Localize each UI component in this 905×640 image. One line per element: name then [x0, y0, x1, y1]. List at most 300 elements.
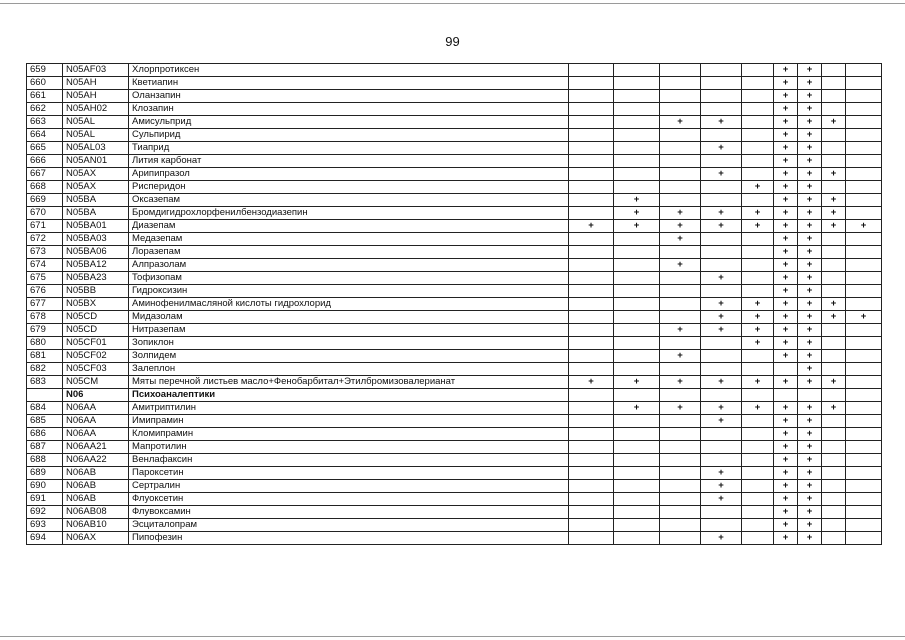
mark-cell: + — [798, 363, 822, 376]
row-number-cell: 673 — [27, 246, 63, 259]
mark-cell — [614, 181, 660, 194]
drug-name-cell: Пароксетин — [129, 467, 569, 480]
table-row — [27, 376, 882, 389]
mark-cell: + — [774, 194, 798, 207]
mark-cell — [742, 519, 774, 532]
mark-cell: + — [798, 493, 822, 506]
mark-cell — [822, 259, 846, 272]
mark-cell: + — [701, 142, 742, 155]
mark-cell — [701, 428, 742, 441]
mark-cell — [742, 142, 774, 155]
row-number-cell: 676 — [27, 285, 63, 298]
atc-code-cell: N05BA — [63, 194, 129, 207]
mark-cell — [701, 285, 742, 298]
mark-cell: + — [701, 532, 742, 545]
mark-cell: + — [798, 116, 822, 129]
mark-cell: + — [798, 129, 822, 142]
mark-cell — [614, 506, 660, 519]
mark-cell: + — [701, 493, 742, 506]
mark-cell — [846, 532, 882, 545]
mark-cell: + — [822, 298, 846, 311]
row-number-cell: 664 — [27, 129, 63, 142]
mark-cell — [846, 168, 882, 181]
mark-cell — [569, 90, 614, 103]
table-row — [27, 363, 882, 376]
atc-code-cell: N05CD — [63, 324, 129, 337]
mark-cell: + — [822, 194, 846, 207]
row-number-cell: 687 — [27, 441, 63, 454]
mark-cell: + — [774, 90, 798, 103]
mark-cell: + — [774, 415, 798, 428]
mark-cell: + — [798, 103, 822, 116]
mark-cell — [569, 285, 614, 298]
mark-cell — [822, 181, 846, 194]
row-number-cell: 660 — [27, 77, 63, 90]
mark-cell — [822, 233, 846, 246]
mark-cell — [569, 272, 614, 285]
row-number-cell: 675 — [27, 272, 63, 285]
mark-cell — [822, 77, 846, 90]
mark-cell — [614, 116, 660, 129]
row-number-cell: 666 — [27, 155, 63, 168]
mark-cell: + — [798, 220, 822, 233]
mark-cell — [569, 389, 614, 402]
mark-cell — [742, 77, 774, 90]
mark-cell — [701, 363, 742, 376]
mark-cell — [846, 194, 882, 207]
mark-cell — [569, 129, 614, 142]
mark-cell — [846, 415, 882, 428]
mark-cell — [614, 142, 660, 155]
mark-cell — [742, 90, 774, 103]
row-number-cell: 691 — [27, 493, 63, 506]
atc-code-cell: N06 — [63, 389, 129, 402]
table-row — [27, 402, 882, 415]
mark-cell — [822, 363, 846, 376]
mark-cell — [660, 103, 701, 116]
atc-code-cell: N05AF03 — [63, 64, 129, 77]
mark-cell — [569, 480, 614, 493]
row-number-cell: 659 — [27, 64, 63, 77]
mark-cell: + — [774, 77, 798, 90]
mark-cell: + — [742, 402, 774, 415]
mark-cell — [742, 467, 774, 480]
mark-cell — [742, 272, 774, 285]
mark-cell — [660, 181, 701, 194]
atc-code-cell: N05BA06 — [63, 246, 129, 259]
mark-cell: + — [701, 376, 742, 389]
scan-edge-bottom — [0, 636, 905, 637]
mark-cell: + — [774, 103, 798, 116]
mark-cell — [846, 324, 882, 337]
mark-cell: + — [774, 454, 798, 467]
table-body — [27, 64, 882, 545]
mark-cell — [846, 181, 882, 194]
mark-cell: + — [798, 376, 822, 389]
row-number-cell: 665 — [27, 142, 63, 155]
row-number-cell: 668 — [27, 181, 63, 194]
mark-cell — [742, 454, 774, 467]
mark-cell: + — [774, 350, 798, 363]
mark-cell — [822, 337, 846, 350]
mark-cell: + — [798, 142, 822, 155]
mark-cell: + — [660, 207, 701, 220]
mark-cell — [742, 129, 774, 142]
mark-cell — [569, 467, 614, 480]
table-row — [27, 272, 882, 285]
atc-code-cell: N06AB08 — [63, 506, 129, 519]
mark-cell — [742, 233, 774, 246]
drug-name-cell: Мидазолам — [129, 311, 569, 324]
mark-cell — [614, 350, 660, 363]
mark-cell: + — [798, 324, 822, 337]
mark-cell — [742, 415, 774, 428]
table-row — [27, 415, 882, 428]
mark-cell — [614, 77, 660, 90]
mark-cell: + — [742, 298, 774, 311]
table-row — [27, 233, 882, 246]
mark-cell: + — [798, 194, 822, 207]
page-number: 99 — [445, 34, 460, 49]
mark-cell: + — [774, 168, 798, 181]
mark-cell — [660, 532, 701, 545]
mark-cell: + — [798, 155, 822, 168]
mark-cell — [569, 246, 614, 259]
mark-cell — [846, 64, 882, 77]
drug-name-cell: Венлафаксин — [129, 454, 569, 467]
mark-cell — [701, 246, 742, 259]
mark-cell — [701, 519, 742, 532]
mark-cell — [614, 103, 660, 116]
mark-cell — [822, 90, 846, 103]
mark-cell: + — [798, 467, 822, 480]
table-row — [27, 337, 882, 350]
mark-cell — [846, 129, 882, 142]
mark-cell: + — [774, 272, 798, 285]
atc-code-cell: N05AH — [63, 90, 129, 103]
mark-cell: + — [774, 298, 798, 311]
mark-cell — [846, 77, 882, 90]
mark-cell — [569, 519, 614, 532]
mark-cell: + — [798, 168, 822, 181]
mark-cell — [822, 506, 846, 519]
table-row — [27, 194, 882, 207]
mark-cell — [614, 129, 660, 142]
mark-cell: + — [701, 480, 742, 493]
mark-cell — [569, 532, 614, 545]
atc-code-cell: N05CF01 — [63, 337, 129, 350]
mark-cell: + — [846, 220, 882, 233]
mark-cell: + — [774, 116, 798, 129]
mark-cell — [846, 363, 882, 376]
mark-cell: + — [660, 220, 701, 233]
mark-cell — [742, 389, 774, 402]
mark-cell: + — [660, 376, 701, 389]
row-number-cell: 686 — [27, 428, 63, 441]
drug-name-cell: Кветиапин — [129, 77, 569, 90]
mark-cell — [660, 337, 701, 350]
mark-cell — [614, 428, 660, 441]
mark-cell: + — [774, 376, 798, 389]
mark-cell: + — [798, 519, 822, 532]
mark-cell: + — [798, 181, 822, 194]
mark-cell: + — [774, 155, 798, 168]
mark-cell — [846, 233, 882, 246]
row-number-cell: 693 — [27, 519, 63, 532]
mark-cell: + — [742, 311, 774, 324]
mark-cell — [742, 441, 774, 454]
section-row — [27, 389, 882, 402]
mark-cell — [846, 428, 882, 441]
row-number-cell: 685 — [27, 415, 63, 428]
mark-cell: + — [798, 454, 822, 467]
mark-cell — [846, 467, 882, 480]
drug-name-cell: Золпидем — [129, 350, 569, 363]
mark-cell — [822, 155, 846, 168]
drug-name-cell: Амитриптилин — [129, 402, 569, 415]
mark-cell — [614, 285, 660, 298]
mark-cell — [569, 207, 614, 220]
mark-cell — [822, 532, 846, 545]
drug-name-cell: Медазепам — [129, 233, 569, 246]
table-row — [27, 246, 882, 259]
mark-cell — [846, 376, 882, 389]
table-row — [27, 181, 882, 194]
atc-code-cell: N05AH02 — [63, 103, 129, 116]
atc-code-cell: N06AB — [63, 480, 129, 493]
row-number-cell: 674 — [27, 259, 63, 272]
mark-cell — [822, 467, 846, 480]
mark-cell — [660, 155, 701, 168]
mark-cell: + — [701, 168, 742, 181]
drug-name-cell: Пипофезин — [129, 532, 569, 545]
mark-cell: + — [798, 428, 822, 441]
mark-cell: + — [701, 116, 742, 129]
mark-cell — [569, 506, 614, 519]
atc-code-cell: N06AB — [63, 467, 129, 480]
mark-cell: + — [660, 402, 701, 415]
mark-cell — [614, 246, 660, 259]
drug-name-cell: Арипипразол — [129, 168, 569, 181]
table-row — [27, 493, 882, 506]
mark-cell — [660, 142, 701, 155]
atc-code-cell: N05BA — [63, 207, 129, 220]
mark-cell — [742, 259, 774, 272]
mark-cell — [701, 506, 742, 519]
mark-cell — [614, 480, 660, 493]
drug-name-cell: Рисперидон — [129, 181, 569, 194]
mark-cell — [774, 363, 798, 376]
drug-name-cell: Оксазепам — [129, 194, 569, 207]
mark-cell — [614, 298, 660, 311]
mark-cell — [614, 467, 660, 480]
mark-cell — [846, 90, 882, 103]
mark-cell — [701, 155, 742, 168]
mark-cell — [846, 259, 882, 272]
atc-code-cell: N05AX — [63, 181, 129, 194]
drug-name-cell: Сертралин — [129, 480, 569, 493]
mark-cell: + — [774, 467, 798, 480]
table-row — [27, 207, 882, 220]
mark-cell: + — [774, 402, 798, 415]
row-number-cell: 694 — [27, 532, 63, 545]
mark-cell — [701, 90, 742, 103]
mark-cell: + — [742, 181, 774, 194]
atc-code-cell: N06AA — [63, 402, 129, 415]
mark-cell: + — [822, 220, 846, 233]
mark-cell: + — [798, 246, 822, 259]
row-number-cell: 680 — [27, 337, 63, 350]
mark-cell: + — [742, 207, 774, 220]
mark-cell — [569, 493, 614, 506]
drug-name-cell: Тофизопам — [129, 272, 569, 285]
row-number-cell: 692 — [27, 506, 63, 519]
table-row — [27, 103, 882, 116]
mark-cell — [660, 129, 701, 142]
mark-cell: + — [742, 220, 774, 233]
mark-cell: + — [822, 311, 846, 324]
mark-cell: + — [701, 272, 742, 285]
mark-cell — [701, 181, 742, 194]
table-row — [27, 519, 882, 532]
mark-cell — [614, 259, 660, 272]
mark-cell — [822, 415, 846, 428]
mark-cell — [846, 116, 882, 129]
mark-cell: + — [774, 129, 798, 142]
mark-cell: + — [822, 376, 846, 389]
mark-cell — [701, 77, 742, 90]
mark-cell — [569, 116, 614, 129]
drug-name-cell: Флуоксетин — [129, 493, 569, 506]
mark-cell — [846, 350, 882, 363]
mark-cell — [822, 519, 846, 532]
drug-name-cell: Алпразолам — [129, 259, 569, 272]
atc-code-cell: N05BA01 — [63, 220, 129, 233]
mark-cell: + — [774, 259, 798, 272]
table-row — [27, 129, 882, 142]
mark-cell — [701, 454, 742, 467]
row-number-cell: 677 — [27, 298, 63, 311]
mark-cell: + — [798, 64, 822, 77]
mark-cell — [701, 389, 742, 402]
table-row — [27, 142, 882, 155]
atc-code-cell: N06AA — [63, 415, 129, 428]
atc-code-cell: N05CF02 — [63, 350, 129, 363]
mark-cell: + — [798, 350, 822, 363]
mark-cell — [822, 493, 846, 506]
mark-cell — [614, 324, 660, 337]
atc-code-cell: N05AL — [63, 116, 129, 129]
row-number-cell: 678 — [27, 311, 63, 324]
table-row — [27, 298, 882, 311]
mark-cell — [660, 519, 701, 532]
mark-cell: + — [774, 506, 798, 519]
atc-code-cell: N05AN01 — [63, 155, 129, 168]
mark-cell — [660, 272, 701, 285]
mark-cell: + — [798, 90, 822, 103]
mark-cell — [822, 454, 846, 467]
mark-cell — [742, 168, 774, 181]
mark-cell — [822, 480, 846, 493]
row-number-cell — [27, 389, 63, 402]
mark-cell — [742, 246, 774, 259]
mark-cell — [742, 506, 774, 519]
mark-cell — [614, 337, 660, 350]
drug-name-cell: Залеплон — [129, 363, 569, 376]
mark-cell — [569, 259, 614, 272]
mark-cell: + — [701, 207, 742, 220]
mark-cell — [846, 207, 882, 220]
mark-cell — [569, 311, 614, 324]
mark-cell — [742, 428, 774, 441]
mark-cell: + — [798, 207, 822, 220]
mark-cell: + — [774, 480, 798, 493]
atc-code-cell: N05CF03 — [63, 363, 129, 376]
mark-cell — [660, 64, 701, 77]
table-row — [27, 64, 882, 77]
drug-name-cell: Эсциталопрам — [129, 519, 569, 532]
mark-cell — [569, 168, 614, 181]
mark-cell: + — [822, 402, 846, 415]
mark-cell — [660, 90, 701, 103]
mark-cell — [660, 415, 701, 428]
mark-cell — [701, 64, 742, 77]
atc-code-cell: N05AX — [63, 168, 129, 181]
atc-code-cell: N05AL — [63, 129, 129, 142]
mark-cell — [846, 155, 882, 168]
table-row — [27, 90, 882, 103]
mark-cell: + — [774, 220, 798, 233]
table-row — [27, 506, 882, 519]
mark-cell — [614, 155, 660, 168]
mark-cell — [742, 480, 774, 493]
row-number-cell: 663 — [27, 116, 63, 129]
mark-cell — [822, 64, 846, 77]
table-row — [27, 350, 882, 363]
mark-cell — [846, 246, 882, 259]
mark-cell — [822, 324, 846, 337]
mark-cell: + — [569, 376, 614, 389]
mark-cell — [660, 246, 701, 259]
mark-cell: + — [742, 337, 774, 350]
mark-cell: + — [774, 207, 798, 220]
table-row — [27, 311, 882, 324]
mark-cell — [822, 129, 846, 142]
mark-cell — [742, 155, 774, 168]
mark-cell — [660, 428, 701, 441]
mark-cell — [569, 77, 614, 90]
mark-cell — [614, 519, 660, 532]
mark-cell: + — [774, 532, 798, 545]
mark-cell: + — [798, 337, 822, 350]
drug-name-cell: Кломипрамин — [129, 428, 569, 441]
mark-cell — [846, 441, 882, 454]
mark-cell: + — [701, 311, 742, 324]
mark-cell — [846, 506, 882, 519]
mark-cell: + — [742, 324, 774, 337]
mark-cell — [742, 103, 774, 116]
mark-cell — [846, 454, 882, 467]
atc-code-cell: N06AA — [63, 428, 129, 441]
mark-cell — [614, 233, 660, 246]
table-row — [27, 467, 882, 480]
atc-code-cell: N06AX — [63, 532, 129, 545]
mark-cell — [701, 194, 742, 207]
mark-cell — [614, 363, 660, 376]
mark-cell: + — [774, 519, 798, 532]
atc-code-cell: N05BA12 — [63, 259, 129, 272]
atc-code-cell: N05CM — [63, 376, 129, 389]
